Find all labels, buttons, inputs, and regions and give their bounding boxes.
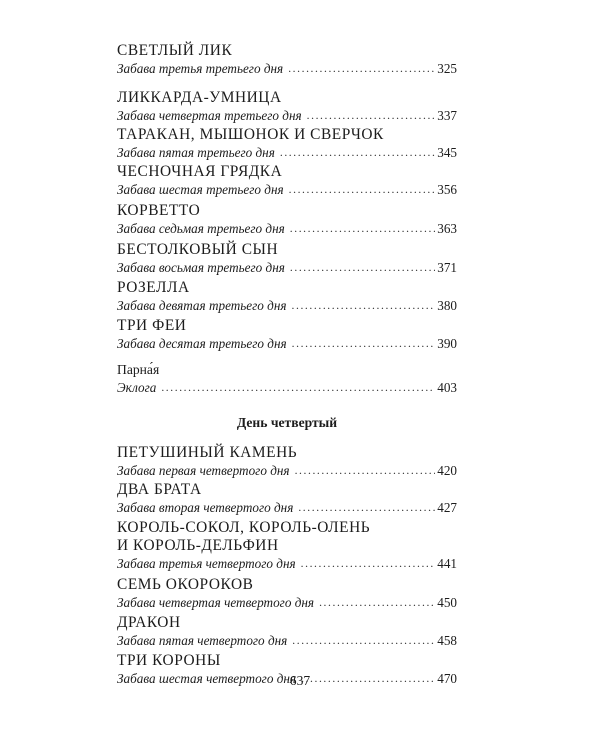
toc-entry[interactable] xyxy=(117,614,457,649)
toc-entry-subtitle: Забава шестая четвертого дня xyxy=(117,671,297,686)
toc-entry-title: ДРАКОН xyxy=(117,614,181,631)
toc-entry-page: 380 xyxy=(437,298,457,313)
toc-entry-subline xyxy=(117,181,457,198)
toc-entry-subline xyxy=(117,499,457,516)
dot-leader xyxy=(161,381,435,396)
toc-entry-subline xyxy=(117,335,457,352)
toc-entry-title: ТРИ ФЕИ xyxy=(117,317,187,334)
toc-entry-page: 458 xyxy=(437,633,457,648)
toc-entry[interactable] xyxy=(117,279,457,314)
toc-entry-page: 356 xyxy=(437,182,457,197)
dot-leader xyxy=(295,464,436,479)
table-of-contents xyxy=(117,42,457,687)
toc-entry-title: ДВА БРАТА xyxy=(117,481,202,498)
toc-entry-page: 427 xyxy=(437,500,457,515)
toc-entry-subtitle: Забава шестая третьего дня xyxy=(117,182,284,197)
toc-entry-subline xyxy=(117,297,457,314)
toc-entry[interactable] xyxy=(117,126,457,161)
dot-leader xyxy=(292,337,436,352)
dot-leader xyxy=(290,222,435,237)
toc-entry-subtitle: Забава седьмая третьего дня xyxy=(117,221,285,236)
toc-entry[interactable] xyxy=(117,481,457,516)
dot-leader xyxy=(292,299,436,314)
dot-leader xyxy=(290,261,435,276)
dot-leader xyxy=(280,146,435,161)
section-heading: День четвертый xyxy=(236,415,338,430)
toc-entry-title: ТРИ КОРОНЫ xyxy=(117,652,221,669)
toc-entry-title: СВЕТЛЫЙ ЛИК xyxy=(117,42,233,59)
toc-entry-page: 390 xyxy=(437,336,457,351)
toc-entry-page: 363 xyxy=(437,221,457,236)
toc-entry[interactable] xyxy=(117,444,457,479)
toc-entry-title: БЕСТОЛКОВЫЙ СЫН xyxy=(117,241,279,258)
toc-entry-title: Парна́я xyxy=(117,362,160,377)
dot-leader xyxy=(307,109,436,124)
toc-entry-subline xyxy=(117,107,457,124)
toc-entry-page: 450 xyxy=(437,595,457,610)
toc-entry[interactable] xyxy=(117,163,457,198)
toc-entry-subline xyxy=(117,220,457,237)
toc-entry-subline xyxy=(117,555,457,572)
toc-entry-subline xyxy=(117,594,457,611)
toc-entry-subline xyxy=(117,60,457,77)
toc-entry-subtitle: Забава девятая третьего дня xyxy=(117,298,287,313)
toc-entry-subtitle: Эклога xyxy=(117,380,157,395)
toc-entry-page: 470 xyxy=(437,671,457,686)
toc-entry-page: 337 xyxy=(437,108,457,123)
toc-entry-title: РОЗЕЛЛА xyxy=(117,279,190,296)
toc-entry-title: СЕМЬ ОКОРОКОВ xyxy=(117,576,254,593)
toc-entry-subtitle: Забава первая четвертого дня xyxy=(117,463,290,478)
toc-entry-title: ЛИККАРДА-УМНИЦА xyxy=(117,89,282,106)
toc-entry[interactable] xyxy=(117,519,457,572)
toc-entry-subtitle: Забава восьмая третьего дня xyxy=(117,260,285,275)
dot-leader xyxy=(289,183,436,198)
toc-entry-title: КОРВЕТТО xyxy=(117,202,201,219)
toc-entry-subline xyxy=(117,632,457,649)
dot-leader xyxy=(292,634,435,649)
toc-entry-subtitle: Забава четвертая четвертого дня xyxy=(117,595,315,610)
toc-entry-page: 371 xyxy=(437,260,457,275)
toc-entry-subline xyxy=(117,144,457,161)
toc-entry[interactable] xyxy=(117,202,457,237)
toc-entry-page: 441 xyxy=(437,556,457,571)
toc-entry[interactable] xyxy=(117,317,457,352)
toc-entry-subline xyxy=(117,259,457,276)
toc-entry-title-continued: И КОРОЛЬ-ДЕЛЬФИН xyxy=(117,537,279,554)
toc-entry-subtitle: Забава пятая четвертого дня xyxy=(117,633,288,648)
toc-entry-subtitle: Забава десятая третьего дня xyxy=(117,336,287,351)
toc-entry-subtitle: Забава пятая третьего дня xyxy=(117,145,275,160)
toc-entry-page: 345 xyxy=(437,145,457,160)
dot-leader xyxy=(319,596,435,611)
toc-entry-subline xyxy=(117,379,457,396)
toc-entry-title: ПЕТУШИНЫЙ КАМЕНЬ xyxy=(117,444,298,461)
dot-leader xyxy=(288,62,435,77)
toc-entry[interactable] xyxy=(117,361,457,396)
toc-entry[interactable] xyxy=(117,89,457,124)
toc-entry-page: 403 xyxy=(437,380,457,395)
page-number: 637 xyxy=(289,673,311,688)
toc-entry-title: КОРОЛЬ-СОКОЛ, КОРОЛЬ-ОЛЕНЬ xyxy=(117,519,371,536)
toc-entry-page: 325 xyxy=(437,61,457,76)
dot-leader xyxy=(298,501,435,516)
toc-entry-subtitle: Забава вторая четвертого дня xyxy=(117,500,294,515)
toc-entry[interactable] xyxy=(117,576,457,611)
toc-entry-subtitle: Забава третья третьего дня xyxy=(117,61,284,76)
toc-entry-subtitle: Забава третья четвертого дня xyxy=(117,556,296,571)
toc-entry[interactable] xyxy=(117,42,457,77)
toc-entry-title: ЧЕСНОЧНАЯ ГРЯДКА xyxy=(117,163,283,180)
toc-entry-page: 420 xyxy=(437,463,457,478)
toc-entry-subtitle: Забава четвертая третьего дня xyxy=(117,108,302,123)
dot-leader xyxy=(301,557,436,572)
toc-entry-title: ТАРАКАН, МЫШОНОК И СВЕРЧОК xyxy=(117,126,384,143)
toc-entry[interactable] xyxy=(117,241,457,276)
toc-entry-subline xyxy=(117,462,457,479)
